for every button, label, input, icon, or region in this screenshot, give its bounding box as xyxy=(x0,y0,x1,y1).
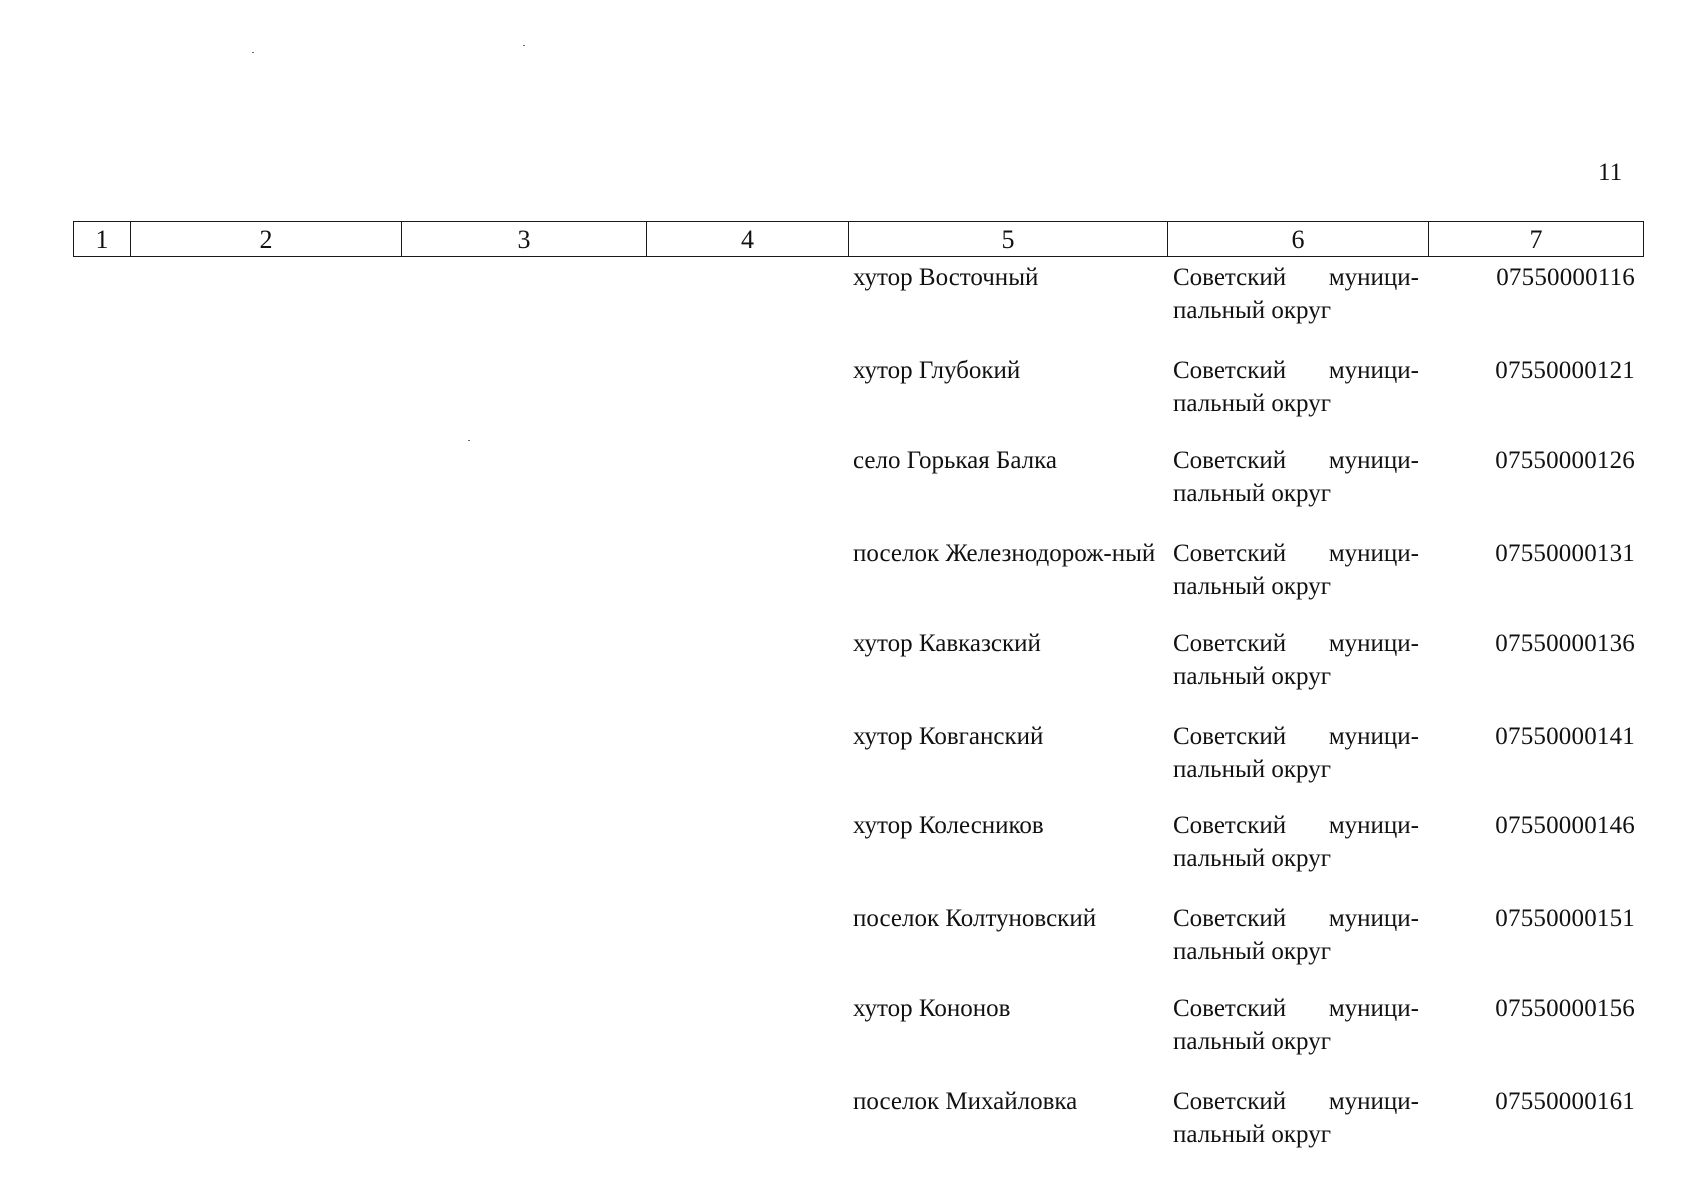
settlement-name: поселок Колтуновский xyxy=(853,905,1097,932)
table-row xyxy=(0,354,1694,434)
settlement-name: хутор Кавказский xyxy=(853,630,1041,657)
column-number-5: 5 xyxy=(849,222,1168,257)
table-row xyxy=(0,627,1694,707)
table-row xyxy=(0,261,1694,341)
settlement-name: хутор Глубокий xyxy=(853,357,1021,384)
oktmo-code: 07550000136 xyxy=(1495,630,1635,657)
column-number-6: 6 xyxy=(1168,222,1429,257)
municipal-district: Советский муници-пальный округ xyxy=(1173,540,1419,600)
oktmo-code: 07550000141 xyxy=(1495,723,1635,750)
municipal-district: Советский муници-пальный округ xyxy=(1173,357,1419,417)
settlement-name: хутор Кононов xyxy=(853,995,1011,1022)
settlement-name: поселок Михайловка xyxy=(853,1088,1078,1115)
table-row xyxy=(0,809,1694,889)
municipal-district: Советский муници-пальный округ xyxy=(1173,630,1419,690)
municipal-district: Советский муници-пальный округ xyxy=(1173,264,1419,324)
oktmo-code: 07550000161 xyxy=(1495,1088,1635,1115)
settlement-name: хутор Колесников xyxy=(853,812,1044,839)
municipal-district: Советский муници-пальный округ xyxy=(1173,812,1419,872)
table-row xyxy=(0,902,1694,982)
scan-speck xyxy=(523,45,525,46)
column-number-7: 7 xyxy=(1429,222,1644,257)
column-number-4: 4 xyxy=(647,222,849,257)
table-row xyxy=(0,537,1694,617)
municipal-district: Советский муници-пальный округ xyxy=(1173,723,1419,783)
oktmo-code: 07550000151 xyxy=(1495,905,1635,932)
oktmo-code: 07550000116 xyxy=(1496,264,1635,291)
column-number-header xyxy=(73,221,1644,257)
municipal-district: Советский муници-пальный округ xyxy=(1173,905,1419,965)
settlement-name: поселок Железнодорож-ный xyxy=(853,540,1156,567)
table-row xyxy=(0,992,1694,1072)
oktmo-code: 07550000156 xyxy=(1495,995,1635,1022)
table-row xyxy=(0,1085,1694,1165)
column-number-3: 3 xyxy=(402,222,647,257)
municipal-district: Советский муници-пальный округ xyxy=(1173,1088,1419,1148)
scan-speck xyxy=(252,52,254,53)
page-number: 11 xyxy=(1598,159,1623,186)
table-row xyxy=(0,720,1694,800)
oktmo-code: 07550000126 xyxy=(1495,447,1635,474)
column-number-1: 1 xyxy=(74,222,131,257)
oktmo-code: 07550000131 xyxy=(1495,540,1635,567)
oktmo-code: 07550000121 xyxy=(1495,357,1635,384)
municipal-district: Советский муници-пальный округ xyxy=(1173,447,1419,507)
oktmo-code: 07550000146 xyxy=(1495,812,1635,839)
municipal-district: Советский муници-пальный округ xyxy=(1173,995,1419,1055)
table-row xyxy=(0,444,1694,524)
settlement-name: село Горькая Балка xyxy=(853,447,1058,474)
column-number-2: 2 xyxy=(131,222,402,257)
settlement-name: хутор Восточный xyxy=(853,264,1039,291)
settlement-name: хутор Ковганский xyxy=(853,723,1044,750)
scan-speck xyxy=(468,440,470,441)
